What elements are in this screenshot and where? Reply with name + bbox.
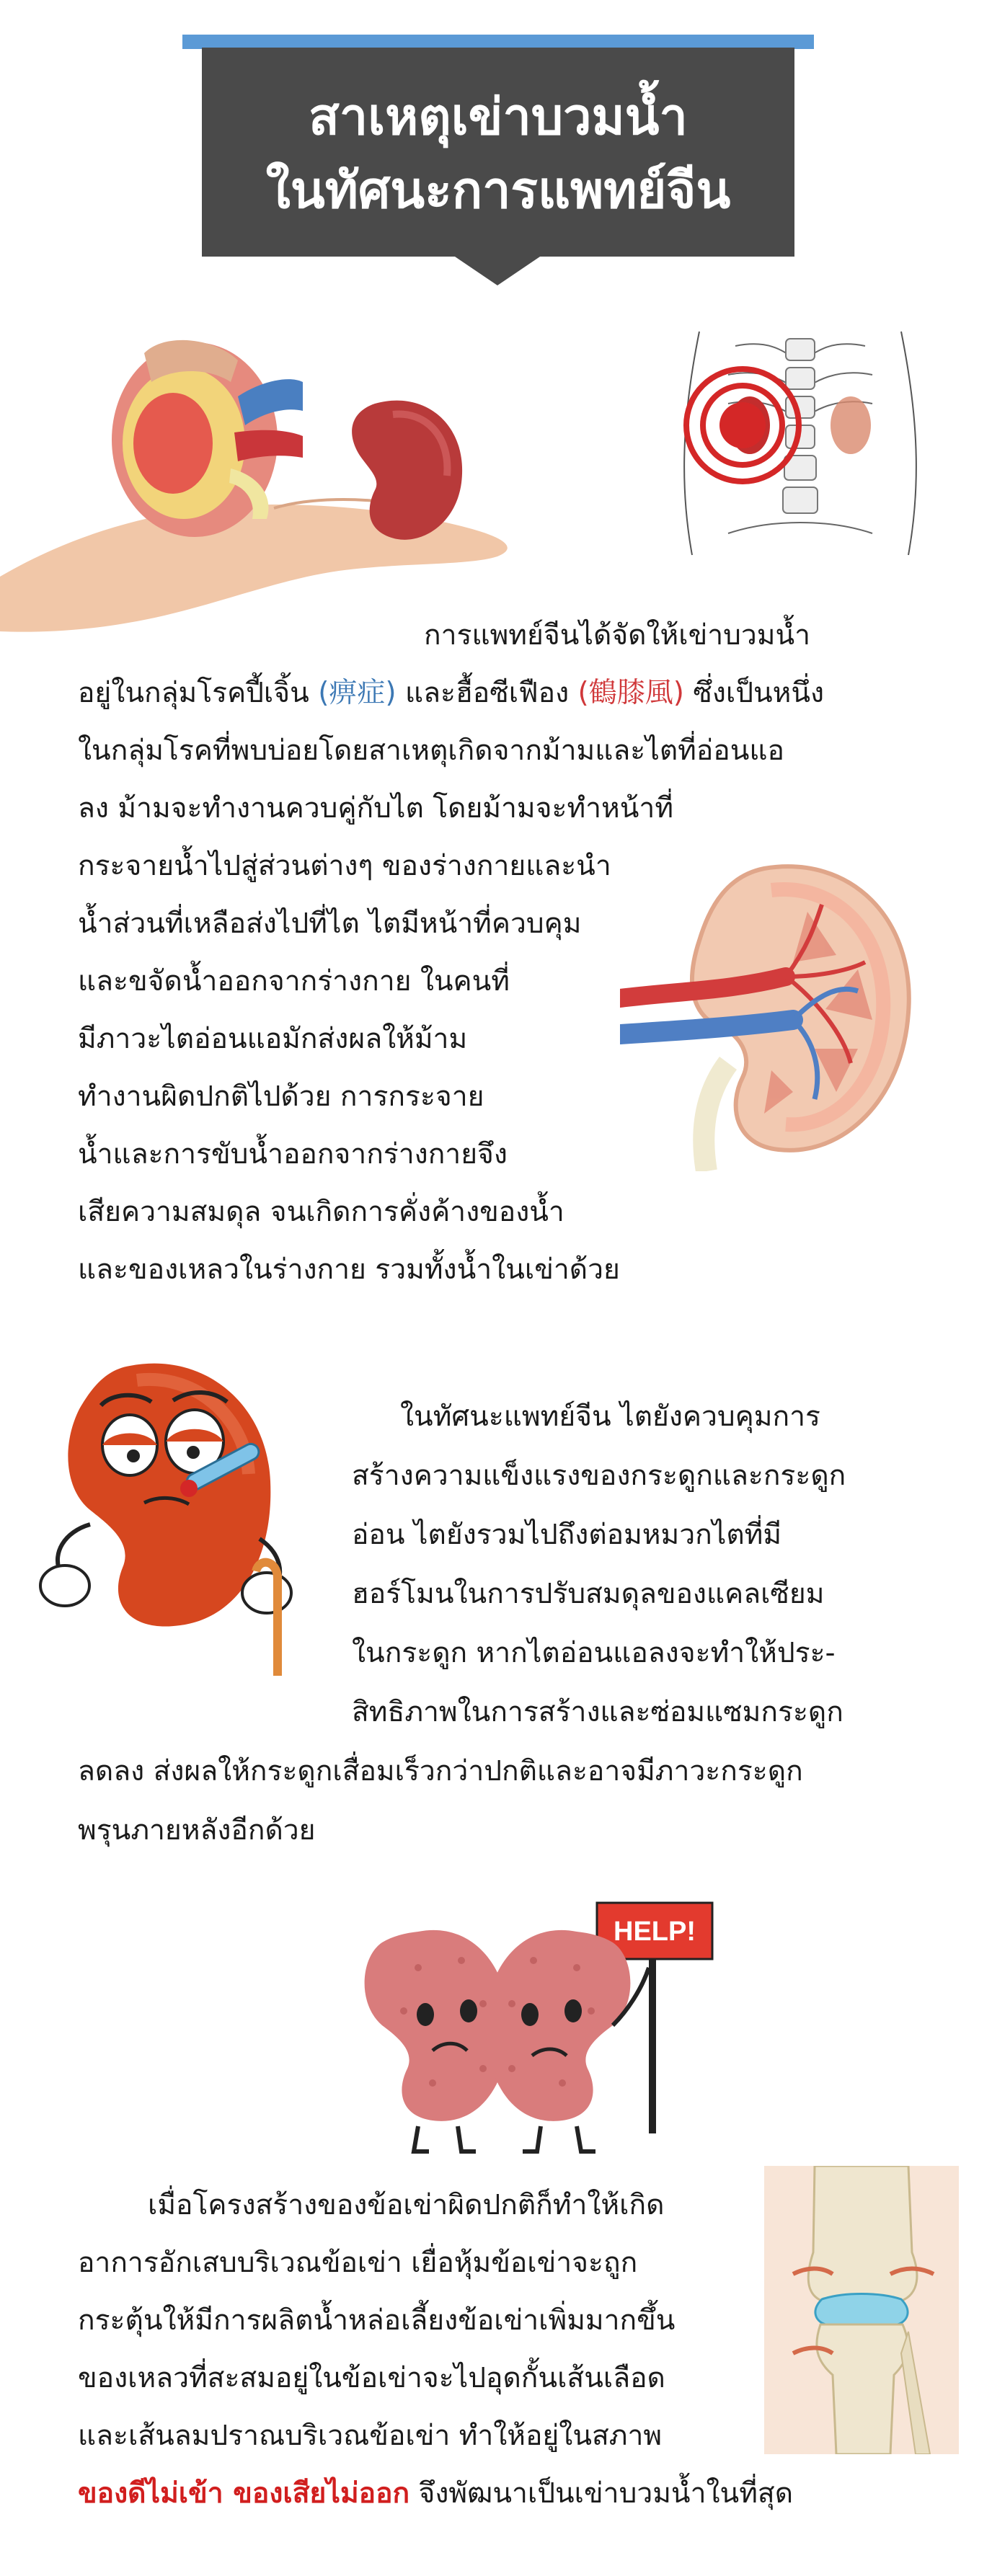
paragraph3-line2: อาการอักเสบบริเวณข้อเข่า เยื่อหุ้มข้อเข่าจะถูก bbox=[78, 2247, 638, 2279]
paragraph1-line11: เสียความสมดุล จนเกิดการคั่งค้างของน้ำ bbox=[78, 1196, 564, 1228]
chinese-term-he-xi-feng: (鶴膝風) bbox=[577, 677, 684, 709]
paragraph3-line3: กระตุ้นให้มีการผลิตน้ำหล่อเลี้ยงข้อเข่าเพิ่มมากขึ้น bbox=[78, 2304, 676, 2337]
page-title-line1: สาเหตุเข่าบวมน้ำ bbox=[309, 87, 688, 146]
paragraph1-line12: และของเหลวในร่างกาย รวมทั้งน้ำในเข่าด้วย bbox=[78, 1253, 620, 1286]
paragraph2-line1: ในทัศนะแพทย์จีน ไตยังควบคุมการ bbox=[400, 1400, 820, 1433]
banner-pointer bbox=[453, 255, 542, 285]
title-banner bbox=[202, 48, 794, 257]
paragraph2-line6: สิทธิภาพในการสร้างและซ่อมแซมกระดูก bbox=[352, 1696, 843, 1728]
hand-kidney-model-illustration bbox=[0, 288, 533, 634]
paragraph1-line9: ทำงานผิดปกติไปด้วย การกระจาย bbox=[78, 1080, 484, 1113]
paragraph3-line1: เมื่อโครงสร้างของข้อเข่าผิดปกติก็ทำให้เกิด bbox=[148, 2189, 665, 2221]
paragraph1-line6: น้ำส่วนที่เหลือส่งไปที่ไต ไตมีหน้าที่ควบคุม bbox=[78, 907, 582, 940]
paragraph1-line8: มีภาวะไตอ่อนแอมักส่งผลให้ม้าม bbox=[78, 1023, 468, 1055]
knee-joint-illustration bbox=[764, 2166, 959, 2454]
paragraph1-line4: ลง ม้ามจะทำงานควบคู่กับไต โดยม้ามจะทำหน้าที่ bbox=[78, 792, 674, 825]
paragraph2-line8: พรุนภายหลังอีกด้วย bbox=[78, 1814, 316, 1847]
paragraph1-line7: และขจัดน้ำออกจากร่างกาย ในคนที่ bbox=[78, 965, 510, 998]
paragraph1-line5: กระจายน้ำไปสู่ส่วนต่างๆ ของร่างกายและนำ bbox=[78, 850, 611, 882]
paragraph2-line7: ลดลง ส่งผลให้กระดูกเสื่อมเร็วกว่าปกติและอาจมีภาวะกระดูก bbox=[78, 1755, 803, 1787]
back-pain-diagram bbox=[670, 317, 930, 562]
paragraph3-line6 bbox=[78, 2475, 793, 2513]
paragraph2-line3: อ่อน ไตยังรวมไปถึงต่อมหมวกไตที่มี bbox=[352, 1519, 782, 1551]
chinese-term-bi-zheng: (痹症) bbox=[318, 677, 397, 709]
paragraph2-line2: สร้างความแข็งแรงของกระดูกและกระดูก bbox=[352, 1460, 846, 1492]
paragraph2-line4: ฮอร์โมนในการปรับสมดุลของแคลเซียม bbox=[352, 1578, 825, 1610]
kidneys-help-sign-illustration bbox=[339, 1888, 714, 2162]
paragraph3-text: จึงพัฒนาเป็นเข่าบวมน้ำในที่สุด bbox=[409, 2477, 794, 2510]
paragraph3-line4: ของเหลวที่สะสมอยู่ในข้อเข่าจะไปอุดกั้นเส้นเลือด bbox=[78, 2362, 665, 2394]
paragraph1-text: ซึ่งเป็นหนึ่ง bbox=[683, 677, 825, 709]
kidney-cross-section-illustration bbox=[620, 854, 923, 1171]
paragraph1-text: อยู่ในกลุ่มโรคปี้เจิ้น bbox=[78, 677, 319, 709]
banner-accent-bar bbox=[182, 35, 814, 49]
paragraph1-line1: การแพทย์จีนได้จัดให้เข่าบวมน้ำ bbox=[424, 619, 811, 652]
paragraph1-text: และฮื้อซีเฟือง bbox=[396, 677, 578, 709]
paragraph2-line5: ในกระดูก หากไตอ่อนแอลงจะทำให้ประ- bbox=[352, 1637, 836, 1669]
paragraph3-line5: และเส้นลมปราณบริเวณข้อเข่า ทำให้อยู่ในสภาพ bbox=[78, 2420, 663, 2452]
highlight-phrase: ของดีไม่เข้า ของเสียไม่ออก bbox=[78, 2477, 410, 2510]
help-sign-text: HELP! bbox=[614, 1917, 696, 1947]
page-title-line2: ในทัศนะการแพทย์จีน bbox=[265, 161, 731, 220]
paragraph1-line3: ในกลุ่มโรคที่พบบ่อยโดยสาเหตุเกิดจากม้ามและไตที่อ่อนแอ bbox=[78, 734, 784, 767]
paragraph1-line10: น้ำและการขับน้ำออกจากร่างกายจึง bbox=[78, 1138, 508, 1171]
paragraph1-line2 bbox=[78, 675, 824, 712]
sick-kidney-cartoon bbox=[22, 1337, 324, 1683]
